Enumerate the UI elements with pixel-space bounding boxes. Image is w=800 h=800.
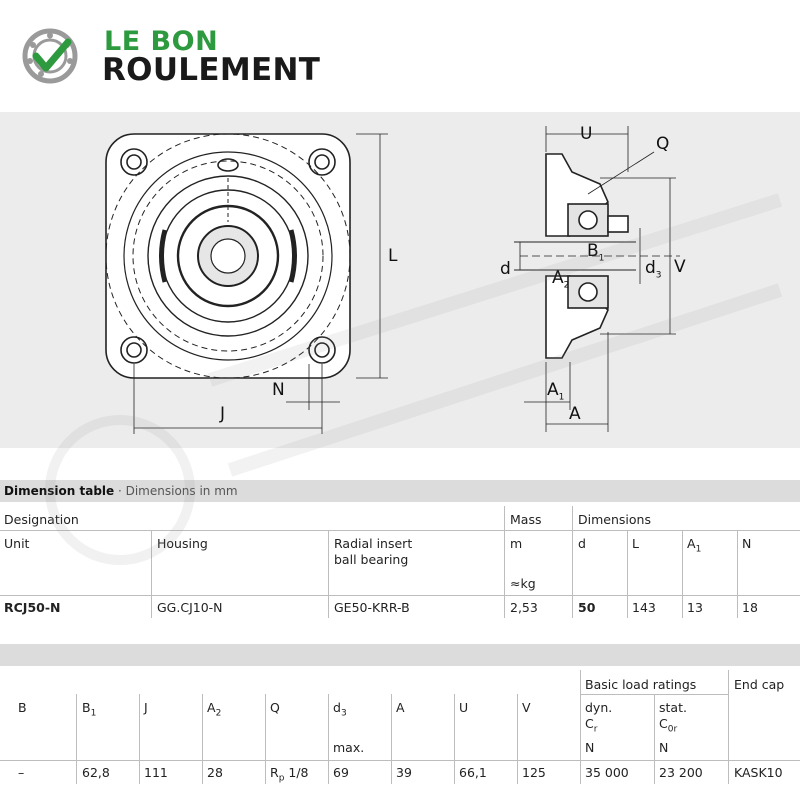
rule: [737, 530, 738, 618]
row-insert: GE50-KRR-B: [334, 600, 410, 615]
label-A1: $A_1$: [547, 380, 565, 403]
rule: [0, 760, 800, 761]
row-C0r: 23 200: [659, 765, 703, 780]
header-unit: Unit: [4, 536, 30, 551]
header-V: V: [522, 700, 531, 715]
label-Q: Q: [656, 134, 670, 154]
label-L: L: [388, 246, 398, 266]
rule: [151, 530, 152, 618]
header-dyn: dyn.: [585, 700, 613, 715]
label-J: J: [220, 404, 226, 424]
header-B1: $B_1$: [82, 700, 97, 719]
row-L: 143: [632, 600, 656, 615]
header-mass: Mass: [510, 512, 542, 527]
row-A2: 28: [207, 765, 223, 780]
header-L: L: [632, 536, 639, 551]
header-d3-max: max.: [333, 740, 365, 755]
row-Q: $R_p$ 1/8: [270, 765, 309, 784]
rule: [580, 670, 581, 784]
header-dimensions: Dimensions: [578, 512, 651, 527]
header-end-cap: End cap: [734, 677, 785, 692]
rule: [0, 595, 800, 596]
label-A: A: [569, 404, 581, 424]
row-B: –: [18, 765, 25, 780]
header-N: N: [742, 536, 752, 551]
rule: [728, 670, 729, 784]
header-stat: stat.: [659, 700, 687, 715]
header-load-ratings: Basic load ratings: [585, 677, 697, 692]
label-V: V: [674, 257, 686, 277]
label-A2: $A_2$: [552, 268, 570, 291]
row-N: 18: [742, 600, 758, 615]
label-d: d: [500, 259, 511, 279]
header-U: U: [459, 700, 469, 715]
header-C0r-unit: N: [659, 740, 669, 755]
rule: [0, 530, 800, 531]
rule: [76, 694, 77, 784]
rule: [682, 530, 683, 618]
row-A1: 13: [687, 600, 703, 615]
rule: [265, 694, 266, 784]
row-B1: 62,8: [82, 765, 110, 780]
row-Cr: 35 000: [585, 765, 629, 780]
row-housing: GG.CJ10-N: [157, 600, 223, 615]
row-mass: 2,53: [510, 600, 538, 615]
rule: [517, 694, 518, 784]
row-endcap: KASK10: [734, 765, 783, 780]
rule: [504, 506, 505, 618]
header-C0r: $C_{0r}$: [659, 716, 678, 735]
rule: [391, 694, 392, 784]
header-housing: Housing: [157, 536, 208, 551]
table2-bar: [0, 644, 800, 666]
rule: [454, 694, 455, 784]
label-B1: $B_1$: [587, 241, 605, 264]
brand-line1: LE BON: [104, 26, 219, 57]
row-d3: 69: [333, 765, 349, 780]
header-Cr: $C_r$: [585, 716, 598, 735]
header-d: d: [578, 536, 586, 551]
rule: [328, 694, 329, 784]
label-N: N: [272, 380, 285, 400]
header-A1: $A_1$: [687, 536, 702, 555]
table1-title: Dimension table · Dimensions in mm: [4, 484, 238, 498]
header-A2: $A_2$: [207, 700, 222, 719]
row-J: 111: [144, 765, 168, 780]
rule: [654, 694, 655, 784]
brand-line2: ROULEMENT: [102, 52, 321, 88]
header-A: A: [396, 700, 405, 715]
front-view: [106, 134, 388, 434]
row-d: 50: [578, 600, 596, 615]
row-V: 125: [522, 765, 546, 780]
row-unit: RCJ50-N: [4, 600, 61, 615]
rule: [328, 530, 329, 618]
header-B: B: [18, 700, 27, 715]
rule: [572, 506, 573, 618]
header-J: J: [144, 700, 148, 715]
rule: [202, 694, 203, 784]
technical-drawing: [0, 112, 800, 448]
row-A: 39: [396, 765, 412, 780]
header-d3: $d_3$: [333, 700, 347, 719]
label-d3: $d_3$: [645, 258, 662, 281]
header-designation: Designation: [4, 512, 79, 527]
rule: [627, 530, 628, 618]
flange-unit-drawing: [0, 112, 800, 448]
header-insert: Radial insert ball bearing: [334, 536, 413, 567]
header-mass-unit: ≈kg: [510, 576, 536, 591]
label-U: U: [580, 124, 593, 144]
brand-logo: [22, 24, 321, 88]
header-Cr-unit: N: [585, 740, 595, 755]
header-Q: Q: [270, 700, 280, 715]
bearing-check-logo-icon: [22, 28, 78, 84]
rule: [139, 694, 140, 784]
header-mass-m: m: [510, 536, 523, 551]
row-U: 66,1: [459, 765, 487, 780]
